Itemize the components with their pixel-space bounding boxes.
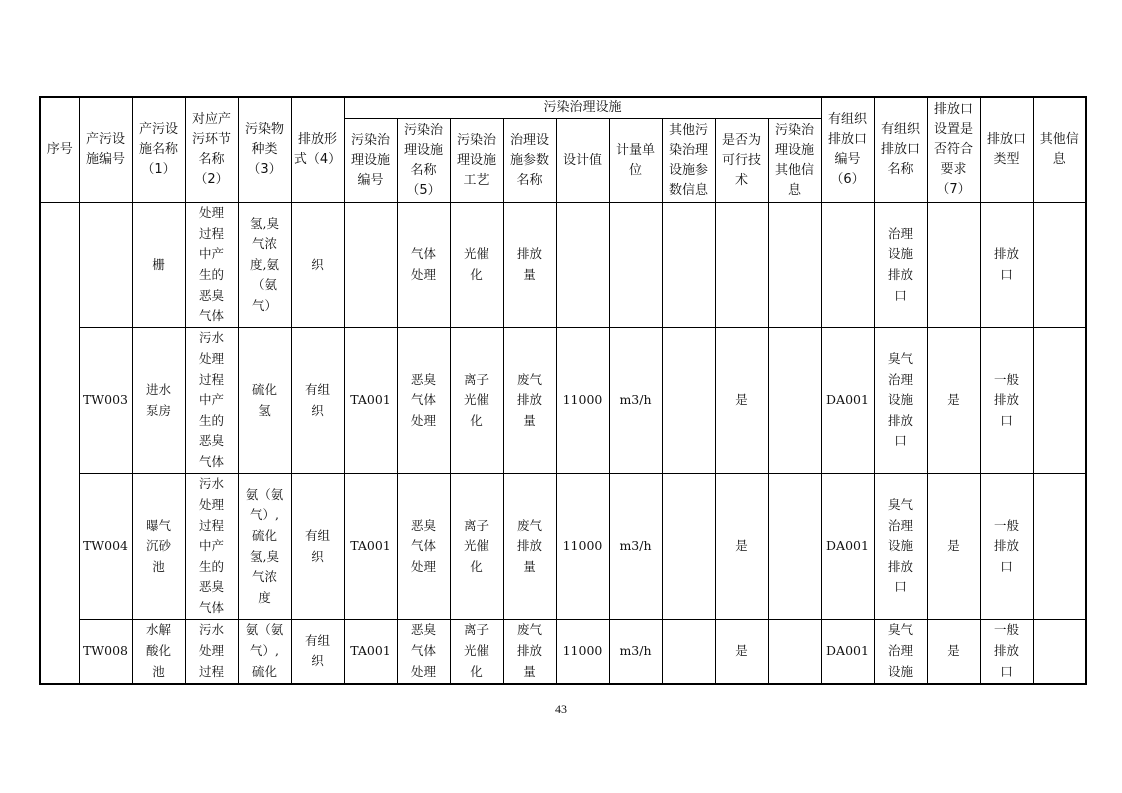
cell-outlet-type: 一般 排放 口 [980, 620, 1033, 684]
pollution-treatment-table [39, 96, 1087, 685]
cell-outlet-name: 臭气 治理 设施 排放 口 [874, 474, 927, 620]
cell-treatment-other [768, 203, 821, 328]
cell-other-params [662, 474, 715, 620]
cell-facility-name: 栅 [132, 203, 185, 328]
cell-design-value: 11000 [556, 328, 609, 474]
cell-other-info [1033, 328, 1086, 474]
cell-emission-form: 织 [291, 203, 344, 328]
cell-treatment-process: 离子 光催 化 [450, 620, 503, 684]
header-design-value: 设计值 [556, 119, 609, 203]
cell-facility-code: TW004 [79, 474, 132, 620]
cell-process-stage: 污水 处理 过程 中产 生的 恶臭 气体 [185, 474, 238, 620]
header-outlet-name: 有组织 排放口 名称 [874, 97, 927, 203]
cell-treatment-process: 光催 化 [450, 203, 503, 328]
cell-compliant: 是 [927, 474, 980, 620]
cell-outlet-name: 臭气 治理 设施 排放 口 [874, 328, 927, 474]
cell-treatment-other [768, 328, 821, 474]
cell-facility-code: TW003 [79, 328, 132, 474]
cell-emission-form: 有组 织 [291, 474, 344, 620]
cell-pollutant: 氨（氨 气）, 硫化 氢,臭 气浓 度 [238, 474, 291, 620]
header-treatment-group: 污染治理设施 [344, 97, 821, 119]
cell-param-name: 废气 排放 量 [503, 328, 556, 474]
cell-feasible: 是 [715, 620, 768, 684]
cell-facility-name: 水解 酸化 池 [132, 620, 185, 684]
cell-treatment-name: 气体 处理 [397, 203, 450, 328]
header-treatment-other: 污染治 理设施 其他信 息 [768, 119, 821, 203]
cell-compliant: 是 [927, 328, 980, 474]
cell-facility-name: 进水 泵房 [132, 328, 185, 474]
header-other-info: 其他信 息 [1033, 97, 1086, 203]
header-facility-code: 产污设 施编号 [79, 97, 132, 203]
cell-param-name: 废气 排放 量 [503, 474, 556, 620]
cell-outlet-type: 一般 排放 口 [980, 474, 1033, 620]
cell-feasible [715, 203, 768, 328]
header-compliant: 排放口 设置是 否符合 要求（7） [927, 97, 980, 203]
cell-unit [609, 203, 662, 328]
cell-param-name: 排放 量 [503, 203, 556, 328]
cell-outlet-name: 治理 设施 排放 口 [874, 203, 927, 328]
cell-treatment-process: 离子 光催 化 [450, 474, 503, 620]
table-row [40, 474, 1086, 620]
cell-treatment-code: TA001 [344, 620, 397, 684]
cell-design-value [556, 203, 609, 328]
cell-other-info [1033, 620, 1086, 684]
cell-facility-code: TW008 [79, 620, 132, 684]
cell-process-stage: 处理 过程 中产 生的 恶臭 气体 [185, 203, 238, 328]
cell-process-stage: 污水 处理 过程 中产 生的 恶臭 气体 [185, 328, 238, 474]
cell-pollutant: 硫化 氢 [238, 328, 291, 474]
cell-outlet-code [821, 203, 874, 328]
cell-treatment-code [344, 203, 397, 328]
cell-unit: m3/h [609, 620, 662, 684]
cell-unit: m3/h [609, 328, 662, 474]
cell-treatment-name: 恶臭 气体 处理 [397, 328, 450, 474]
header-other-params: 其他污 染治理 设施参 数信息 [662, 119, 715, 203]
header-seq: 序号 [40, 97, 79, 203]
cell-pollutant: 氨（氨 气）, 硫化 [238, 620, 291, 684]
cell-compliant [927, 203, 980, 328]
header-unit: 计量单 位 [609, 119, 662, 203]
header-pollutant: 污染物 种类（3） [238, 97, 291, 203]
cell-treatment-name: 恶臭 气体 处理 [397, 474, 450, 620]
cell-treatment-code: TA001 [344, 474, 397, 620]
cell-other-params [662, 203, 715, 328]
cell-outlet-type: 一般 排放 口 [980, 328, 1033, 474]
cell-treatment-name: 恶臭 气体 处理 [397, 620, 450, 684]
cell-compliant: 是 [927, 620, 980, 684]
cell-treatment-code: TA001 [344, 328, 397, 474]
cell-other-info [1033, 474, 1086, 620]
cell-treatment-other [768, 474, 821, 620]
cell-pollutant: 氢,臭 气浓 度,氨 （氨 气） [238, 203, 291, 328]
cell-seq [40, 203, 79, 684]
header-outlet-code: 有组织 排放口 编号（6） [821, 97, 874, 203]
cell-unit: m3/h [609, 474, 662, 620]
table-header [40, 97, 1086, 203]
header-treatment-name: 污染治 理设施 名称（5） [397, 119, 450, 203]
cell-other-info [1033, 203, 1086, 328]
cell-other-params [662, 620, 715, 684]
cell-treatment-other [768, 620, 821, 684]
cell-param-name: 废气 排放 量 [503, 620, 556, 684]
table-row [40, 620, 1086, 684]
cell-design-value: 11000 [556, 474, 609, 620]
header-outlet-type: 排放口 类型 [980, 97, 1033, 203]
header-facility-name: 产污设 施名称 （1） [132, 97, 185, 203]
cell-emission-form: 有组 织 [291, 328, 344, 474]
cell-treatment-process: 离子 光催 化 [450, 328, 503, 474]
table-body [40, 203, 1086, 684]
cell-design-value: 11000 [556, 620, 609, 684]
cell-process-stage: 污水 处理 过程 [185, 620, 238, 684]
cell-feasible: 是 [715, 328, 768, 474]
header-process-stage: 对应产 污环节 名称（2） [185, 97, 238, 203]
cell-outlet-type: 排放 口 [980, 203, 1033, 328]
cell-facility-name: 曝气 沉砂 池 [132, 474, 185, 620]
cell-feasible: 是 [715, 474, 768, 620]
cell-other-params [662, 328, 715, 474]
header-treatment-code: 污染治 理设施 编号 [344, 119, 397, 203]
header-feasible: 是否为 可行技 术 [715, 119, 768, 203]
table-row [40, 328, 1086, 474]
cell-outlet-name: 臭气 治理 设施 [874, 620, 927, 684]
cell-outlet-code: DA001 [821, 328, 874, 474]
cell-facility-code [79, 203, 132, 328]
header-param-name: 治理设 施参数 名称 [503, 119, 556, 203]
header-emission-form: 排放形 式（4） [291, 97, 344, 203]
table-row [40, 203, 1086, 328]
cell-emission-form: 有组 织 [291, 620, 344, 684]
cell-outlet-code: DA001 [821, 620, 874, 684]
cell-outlet-code: DA001 [821, 474, 874, 620]
page-number: 43 [555, 702, 567, 716]
header-treatment-process: 污染治 理设施 工艺 [450, 119, 503, 203]
